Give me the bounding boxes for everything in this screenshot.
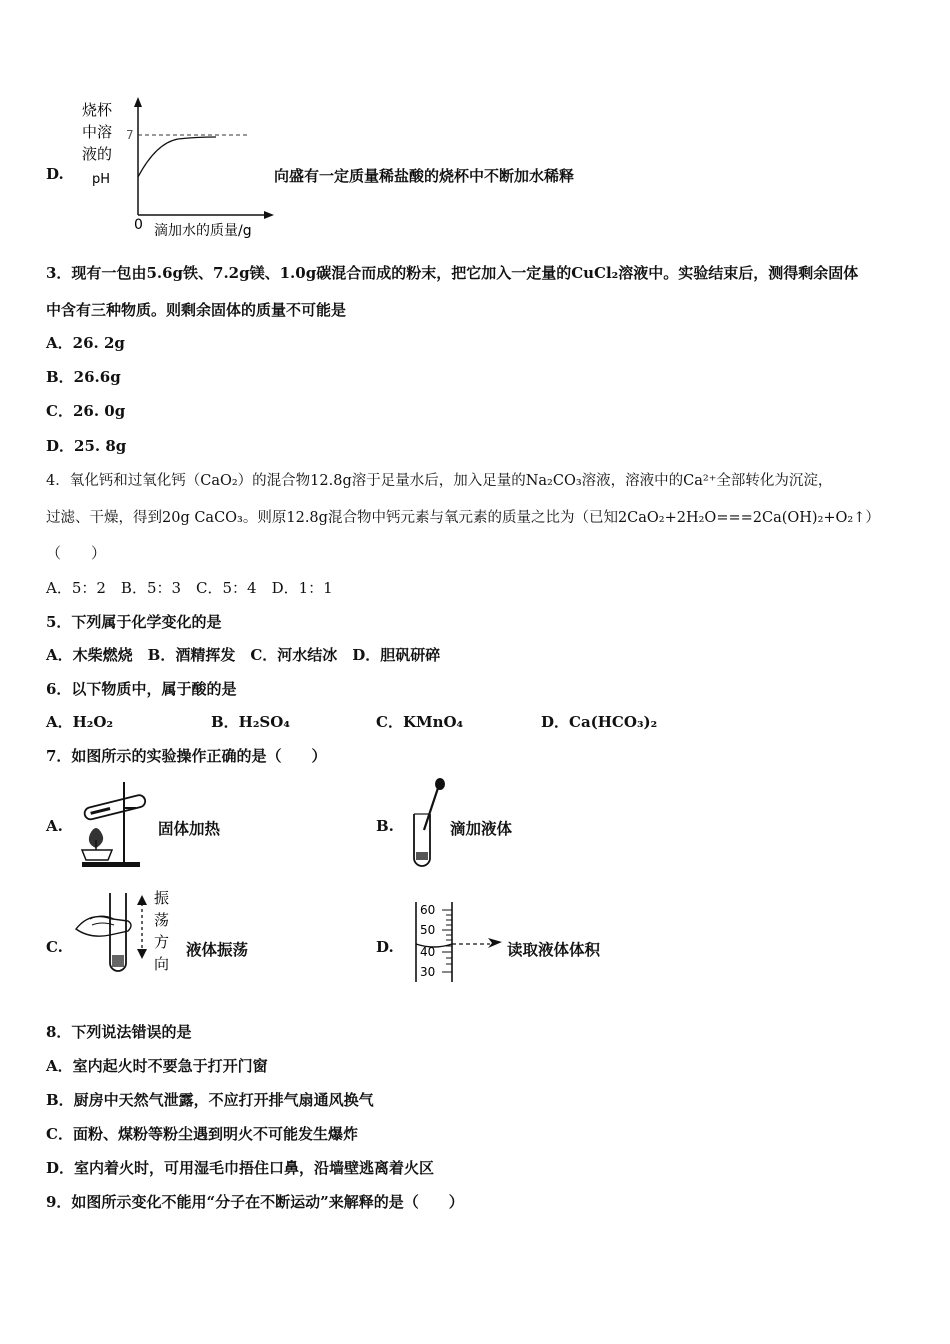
q6-option-c: C．KMnO₄ [376, 713, 464, 731]
q3-option-d: D．25. 8g [46, 437, 127, 455]
q4-options: A．5：2 B．5：3 C．5：4 D．1：1 [46, 579, 333, 597]
shaking-image [72, 885, 182, 977]
q2-d-label: D. [46, 165, 64, 183]
q7-b-label: B. [376, 817, 394, 835]
q8-option-b: B．厨房中天然气泄露，不应打开排气扇通风换气 [46, 1091, 374, 1109]
q9-stem: 9．如图所示变化不能用“分子在不断运动”来解释的是（ ） [46, 1193, 464, 1211]
q3-option-b: B．26.6g [46, 368, 121, 386]
q6-option-b: B．H₂SO₄ [211, 713, 290, 731]
q8-stem: 8．下列说法错误的是 [46, 1023, 192, 1041]
q7-a-text: 固体加热 [158, 819, 221, 838]
q3-stem-line2: 中含有三种物质。则剩余固体的质量不可能是 [46, 301, 347, 319]
shake-text-3: 方 [154, 933, 170, 951]
x-axis-arrow [264, 211, 274, 219]
graph-ylabel-4: pH [92, 172, 111, 187]
graph-origin: 0 [134, 217, 143, 233]
q6-option-a: A．H₂O₂ [46, 713, 114, 731]
q8-option-a: A．室内起火时不要急于打开门窗 [46, 1057, 268, 1075]
ph-graph [78, 95, 278, 243]
q7-a-label: A. [46, 817, 63, 835]
q3-option-a: A．26. 2g [46, 334, 125, 352]
y-axis-arrow [134, 97, 142, 107]
q7-c-label: C. [46, 938, 63, 956]
q8-option-d: D．室内着火时，可用湿毛巾捂住口鼻，沿墙壁逃离着火区 [46, 1159, 435, 1177]
q4-stem-line2: 过滤、干燥，得到20g CaCO₃。则原12.8g混合物中钙元素与氧元素的质量之比为（已知2CaO₂+2H₂O===2Ca(OH)₂+O₂↑） [46, 510, 880, 526]
q7-b-text: 滴加液体 [450, 819, 513, 838]
graph-ylabel-1: 烧杯 [82, 101, 113, 119]
q6-option-d: D．Ca(HCO₃)₂ [541, 713, 658, 731]
graph-xlabel: 滴加水的质量/g [154, 223, 252, 239]
q7-d-label: D. [376, 938, 394, 956]
q8-option-c: C．面粉、煤粉等粉尘遇到明火不可能发生爆炸 [46, 1125, 358, 1143]
q7-c-text: 液体振荡 [186, 940, 249, 959]
q6-stem: 6．以下物质中，属于酸的是 [46, 680, 237, 698]
graph-seven: 7 [126, 128, 134, 142]
dropper-image [404, 778, 450, 868]
graph-ylabel-2: 中溶 [82, 123, 113, 141]
shake-text-1: 振 [154, 889, 170, 907]
q3-stem-line1: 3．现有一包由5.6g铁、7.2g镁、1.0g碳混合而成的粉末，把它加入一定量的CuCl₂溶液中。实验结束后，测得剩余固体 [46, 264, 859, 282]
q4-stem-line3: （ ） [46, 544, 107, 562]
q5-stem: 5．下列属于化学变化的是 [46, 613, 222, 631]
graph-ylabel-3: 液的 [82, 145, 113, 163]
q7-d-text: 读取液体体积 [507, 940, 601, 959]
cyl-tick-50: 50 [420, 923, 436, 937]
cyl-tick-30: 30 [420, 965, 436, 979]
solid-heating-image [72, 778, 156, 870]
cyl-tick-40: 40 [420, 945, 436, 959]
cyl-tick-60: 60 [420, 903, 436, 917]
ph-curve [138, 137, 216, 177]
q3-option-c: C．26. 0g [46, 402, 126, 420]
cylinder-image [410, 898, 510, 984]
shake-text-2: 荡 [154, 911, 170, 929]
q7-stem: 7．如图所示的实验操作正确的是（ ） [46, 747, 327, 765]
q4-stem-line1: 4．氧化钙和过氧化钙（CaO₂）的混合物12.8g溶于足量水后，加入足量的Na₂CO₃溶液，溶液中的Ca²⁺全部转化为沉淀， [46, 473, 833, 489]
shake-text-4: 向 [154, 955, 170, 973]
q2-d-text: 向盛有一定质量稀盐酸的烧杯中不断加水稀释 [274, 167, 575, 185]
q5-options: A．木柴燃烧 B．酒精挥发 C．河水结冰 D．胆矾研碎 [46, 646, 441, 664]
